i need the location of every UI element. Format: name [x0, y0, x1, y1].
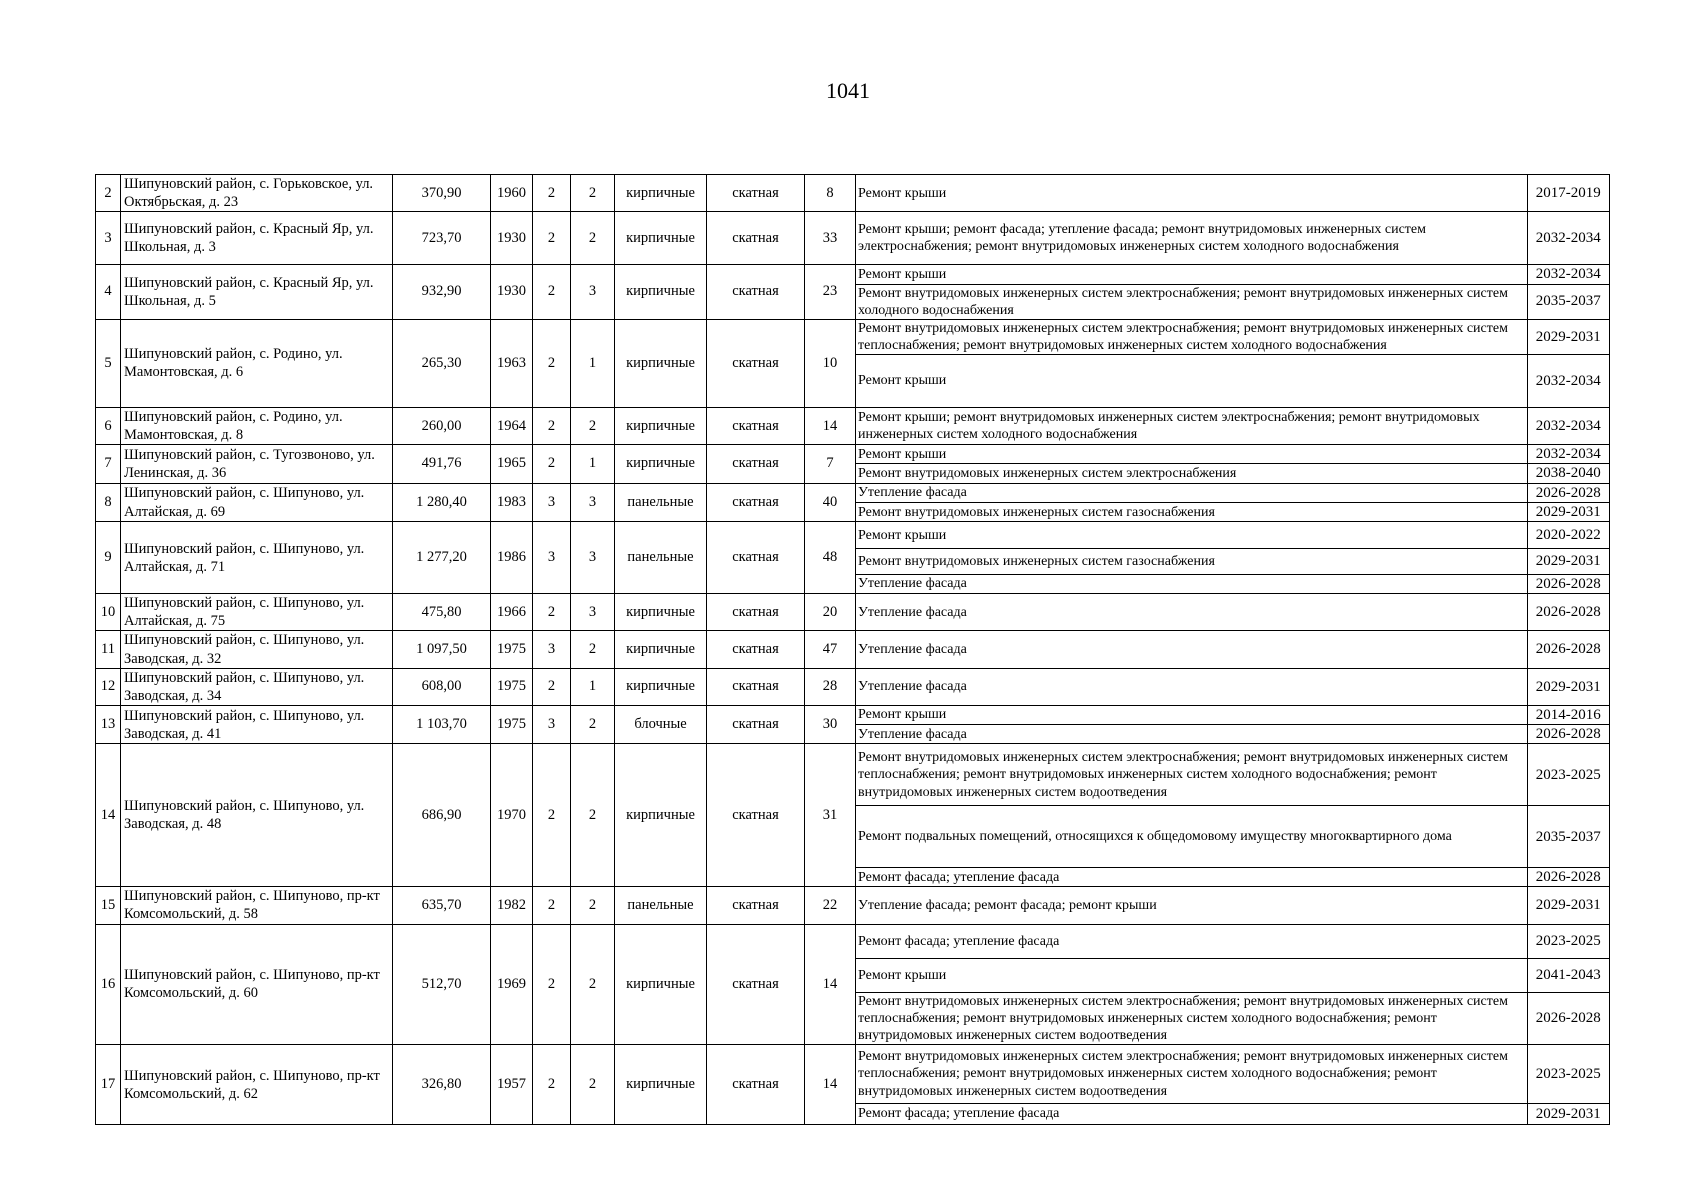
work-description: Ремонт крыши [858, 185, 947, 201]
walls-material-cell: кирпичные [615, 594, 707, 631]
work-item [856, 887, 1609, 923]
works-subtable [856, 212, 1609, 264]
work-period: 2035-2037 [1527, 806, 1609, 868]
wear-percent-cell: 40 [805, 483, 856, 522]
address-cell: Шипуновский район, с. Красный Яр, ул. Школьная, д. 3 [121, 212, 393, 265]
work-item [856, 959, 1609, 993]
wear-percent-cell: 20 [805, 594, 856, 631]
work-description: Ремонт внутридомовых инженерных систем электроснабжения; ремонт внутридомовых инженерных систем теплоснабжения; ремонт внутридомовых инженерных систем холодного водоснабжения; ремонт внутридомовых инженерных систем водоотведения [858, 1049, 1508, 1099]
table-row [96, 407, 1610, 444]
work-item [856, 806, 1609, 868]
roof-type-cell: скатная [707, 407, 805, 444]
address-cell: Шипуновский район, с. Шипуново, ул. Алтайская, д. 75 [121, 594, 393, 631]
entrances-cell: 1 [571, 319, 615, 407]
area-cell: 260,00 [393, 407, 491, 444]
table-row [96, 594, 1610, 631]
work-item [856, 484, 1609, 503]
work-period: 2026-2028 [1527, 631, 1609, 667]
table-row [96, 319, 1610, 407]
year-cell: 1969 [491, 924, 533, 1045]
year-cell: 1930 [491, 265, 533, 319]
walls-material-cell: панельные [615, 887, 707, 924]
wear-percent-cell: 7 [805, 445, 856, 484]
wear-percent-cell: 23 [805, 265, 856, 319]
work-item [856, 548, 1609, 574]
wear-percent-cell: 31 [805, 744, 856, 887]
works-subtable [856, 522, 1609, 593]
area-cell: 326,80 [393, 1045, 491, 1125]
work-description: Ремонт внутридомовых инженерных систем электроснабжения; ремонт внутридомовых инженерных систем теплоснабжения; ремонт внутридомовых инженерных систем холодного водоснабжения; ремонт внутридомовых инженерных систем водоотведения [858, 750, 1508, 800]
entrances-cell: 3 [571, 594, 615, 631]
row-number: 9 [96, 522, 121, 594]
work-period: 2020-2022 [1527, 522, 1609, 548]
area-cell: 1 103,70 [393, 705, 491, 744]
floors-cell: 2 [533, 265, 571, 319]
work-description: Утепление фасада [858, 641, 967, 657]
floors-cell: 2 [533, 744, 571, 887]
work-item [856, 574, 1609, 593]
walls-material-cell: панельные [615, 483, 707, 522]
work-item [856, 867, 1609, 886]
walls-material-cell: кирпичные [615, 668, 707, 705]
work-description: Утепление фасада [858, 679, 967, 695]
walls-material-cell: кирпичные [615, 265, 707, 319]
work-description: Ремонт крыши [858, 446, 947, 462]
walls-material-cell: кирпичные [615, 445, 707, 484]
works-cell [856, 1045, 1610, 1125]
page-number: 1041 [826, 78, 870, 103]
area-cell: 1 097,50 [393, 631, 491, 668]
entrances-cell: 3 [571, 265, 615, 319]
works-cell [856, 631, 1610, 668]
works-cell [856, 887, 1610, 924]
year-cell: 1960 [491, 175, 533, 212]
year-cell: 1966 [491, 594, 533, 631]
row-number: 7 [96, 445, 121, 484]
row-number: 3 [96, 212, 121, 265]
work-period: 2032-2034 [1527, 445, 1609, 464]
year-cell: 1965 [491, 445, 533, 484]
address-cell: Шипуновский район, с. Тугозвоново, ул. Ленинская, д. 36 [121, 445, 393, 484]
work-description: Ремонт фасада; утепление фасада [856, 867, 1527, 886]
entrances-cell: 3 [571, 483, 615, 522]
roof-type-cell: скатная [707, 483, 805, 522]
roof-type-cell: скатная [707, 175, 805, 212]
table-row [96, 744, 1610, 887]
works-cell [856, 744, 1610, 887]
work-description: Ремонт крыши [858, 527, 947, 543]
walls-material-cell: блочные [615, 705, 707, 744]
work-description: Ремонт внутридомовых инженерных систем электроснабжения; ремонт внутридомовых инженерных систем холодного водоснабжения [856, 284, 1527, 319]
work-description: Ремонт крыши; ремонт внутридомовых инженерных систем электроснабжения; ремонт внутридомовых инженерных систем холодного водоснабжения [858, 409, 1480, 443]
entrances-cell: 2 [571, 924, 615, 1045]
area-cell: 723,70 [393, 212, 491, 265]
address-cell: Шипуновский район, с. Шипуново, ул. Заводская, д. 41 [121, 705, 393, 744]
address-cell: Шипуновский район, с. Шипуново, пр-кт Комсомольский, д. 60 [121, 924, 393, 1045]
floors-cell: 2 [533, 887, 571, 924]
work-period: 2026-2028 [1527, 725, 1609, 744]
work-description: Утепление фасада [856, 725, 1527, 744]
area-cell: 932,90 [393, 265, 491, 319]
work-period: 2032-2034 [1527, 212, 1609, 264]
roof-type-cell: скатная [707, 1045, 805, 1125]
row-number: 2 [96, 175, 121, 212]
wear-percent-cell: 14 [805, 924, 856, 1045]
area-cell: 370,90 [393, 175, 491, 212]
address-cell: Шипуновский район, с. Горьковское, ул. Октябрьская, д. 23 [121, 175, 393, 212]
wear-percent-cell: 22 [805, 887, 856, 924]
works-subtable [856, 445, 1609, 483]
floors-cell: 2 [533, 594, 571, 631]
works-subtable [856, 484, 1609, 522]
area-cell: 686,90 [393, 744, 491, 887]
walls-material-cell: кирпичные [615, 319, 707, 407]
work-description: Ремонт внутридомовых инженерных систем газоснабжения [856, 548, 1527, 574]
works-cell [856, 407, 1610, 444]
table-row [96, 705, 1610, 744]
wear-percent-cell: 28 [805, 668, 856, 705]
row-number: 10 [96, 594, 121, 631]
work-period: 2035-2037 [1527, 284, 1609, 319]
works-subtable [856, 631, 1609, 667]
walls-material-cell: кирпичные [615, 1045, 707, 1125]
works-cell [856, 212, 1610, 265]
address-cell: Шипуновский район, с. Шипуново, ул. Алтайская, д. 69 [121, 483, 393, 522]
work-period: 2032-2034 [1527, 265, 1609, 284]
address-cell: Шипуновский район, с. Шипуново, ул. Заводская, д. 34 [121, 668, 393, 705]
area-cell: 265,30 [393, 319, 491, 407]
work-description: Ремонт крыши [858, 707, 947, 723]
wear-percent-cell: 47 [805, 631, 856, 668]
area-cell: 491,76 [393, 445, 491, 484]
entrances-cell: 2 [571, 407, 615, 444]
area-cell: 475,80 [393, 594, 491, 631]
entrances-cell: 2 [571, 705, 615, 744]
address-cell: Шипуновский район, с. Шипуново, пр-кт Комсомольский, д. 62 [121, 1045, 393, 1125]
row-number: 14 [96, 744, 121, 887]
works-subtable [856, 744, 1609, 886]
area-cell: 512,70 [393, 924, 491, 1045]
table-row [96, 668, 1610, 705]
table-row [96, 265, 1610, 319]
work-period: 2029-2031 [1527, 887, 1609, 923]
roof-type-cell: скатная [707, 744, 805, 887]
work-period: 2029-2031 [1527, 320, 1609, 355]
work-item [856, 993, 1609, 1045]
works-cell [856, 594, 1610, 631]
row-number: 4 [96, 265, 121, 319]
row-number: 17 [96, 1045, 121, 1125]
roof-type-cell: скатная [707, 594, 805, 631]
work-description: Ремонт внутридомовых инженерных систем газоснабжения [856, 503, 1527, 522]
roof-type-cell: скатная [707, 887, 805, 924]
works-subtable [856, 887, 1609, 923]
work-description: Ремонт крыши [856, 959, 1527, 993]
address-cell: Шипуновский район, с. Родино, ул. Мамонтовская, д. 8 [121, 407, 393, 444]
work-item [856, 744, 1609, 806]
table-row [96, 1045, 1610, 1125]
year-cell: 1975 [491, 705, 533, 744]
work-period: 2029-2031 [1527, 1103, 1609, 1124]
entrances-cell: 2 [571, 212, 615, 265]
roof-type-cell: скатная [707, 924, 805, 1045]
walls-material-cell: кирпичные [615, 212, 707, 265]
walls-material-cell: кирпичные [615, 631, 707, 668]
year-cell: 1983 [491, 483, 533, 522]
work-description: Утепление фасада; ремонт фасада; ремонт крыши [858, 897, 1157, 913]
row-number: 6 [96, 407, 121, 444]
roof-type-cell: скатная [707, 522, 805, 594]
works-subtable [856, 1045, 1609, 1124]
area-cell: 608,00 [393, 668, 491, 705]
table-row [96, 631, 1610, 668]
entrances-cell: 2 [571, 887, 615, 924]
wear-percent-cell: 14 [805, 1045, 856, 1125]
floors-cell: 2 [533, 1045, 571, 1125]
works-subtable [856, 175, 1609, 211]
floors-cell: 3 [533, 522, 571, 594]
floors-cell: 2 [533, 445, 571, 484]
work-description: Ремонт крыши [858, 266, 947, 282]
row-number: 5 [96, 319, 121, 407]
table-row [96, 175, 1610, 212]
works-subtable [856, 408, 1609, 444]
year-cell: 1963 [491, 319, 533, 407]
work-description: Ремонт внутридомовых инженерных систем электроснабжения; ремонт внутридомовых инженерных систем теплоснабжения; ремонт внутридомовых инженерных систем холодного водоснабжения [858, 320, 1508, 353]
walls-material-cell: кирпичные [615, 924, 707, 1045]
work-description: Утепление фасада [858, 604, 967, 620]
address-cell: Шипуновский район, с. Шипуново, ул. Заводская, д. 32 [121, 631, 393, 668]
floors-cell: 2 [533, 407, 571, 444]
works-cell [856, 319, 1610, 407]
buildings-table [95, 174, 1610, 1125]
work-item [856, 1045, 1609, 1103]
entrances-cell: 1 [571, 445, 615, 484]
roof-type-cell: скатная [707, 631, 805, 668]
work-item [856, 320, 1609, 355]
work-period: 2029-2031 [1527, 669, 1609, 705]
work-period: 2014-2016 [1527, 706, 1609, 725]
work-item [856, 1103, 1609, 1124]
roof-type-cell: скатная [707, 212, 805, 265]
work-period: 2026-2028 [1527, 574, 1609, 593]
buildings-table-wrapper [95, 174, 1610, 1122]
work-period: 2023-2025 [1527, 925, 1609, 959]
work-description: Ремонт подвальных помещений, относящихся к общедомовому имуществу многоквартирного дома [856, 806, 1527, 868]
area-cell: 635,70 [393, 887, 491, 924]
row-number: 8 [96, 483, 121, 522]
work-period: 2026-2028 [1527, 993, 1609, 1045]
work-period: 2017-2019 [1527, 175, 1609, 211]
work-item [856, 631, 1609, 667]
work-item [856, 725, 1609, 744]
walls-material-cell: кирпичные [615, 175, 707, 212]
work-item [856, 354, 1609, 407]
work-item [856, 408, 1609, 444]
floors-cell: 2 [533, 924, 571, 1045]
work-period: 2023-2025 [1527, 1045, 1609, 1103]
roof-type-cell: скатная [707, 668, 805, 705]
works-cell [856, 265, 1610, 319]
work-period: 2026-2028 [1527, 867, 1609, 886]
works-cell [856, 705, 1610, 744]
work-item [856, 284, 1609, 319]
year-cell: 1975 [491, 631, 533, 668]
address-cell: Шипуновский район, с. Шипуново, пр-кт Комсомольский, д. 58 [121, 887, 393, 924]
work-item [856, 706, 1609, 725]
wear-percent-cell: 10 [805, 319, 856, 407]
work-description: Ремонт фасада; утепление фасада [858, 933, 1060, 949]
work-description: Утепление фасада [856, 574, 1527, 593]
floors-cell: 2 [533, 175, 571, 212]
works-subtable [856, 265, 1609, 318]
table-row [96, 522, 1610, 594]
roof-type-cell: скатная [707, 705, 805, 744]
walls-material-cell: кирпичные [615, 744, 707, 887]
work-item [856, 925, 1609, 959]
work-item [856, 464, 1609, 483]
wear-percent-cell: 48 [805, 522, 856, 594]
works-cell [856, 924, 1610, 1045]
row-number: 13 [96, 705, 121, 744]
work-period: 2026-2028 [1527, 594, 1609, 630]
table-body [96, 175, 1610, 1125]
work-description: Ремонт внутридомовых инженерных систем электроснабжения [856, 464, 1527, 483]
works-cell [856, 522, 1610, 594]
year-cell: 1970 [491, 744, 533, 887]
table-row [96, 924, 1610, 1045]
work-period: 2032-2034 [1527, 408, 1609, 444]
row-number: 11 [96, 631, 121, 668]
floors-cell: 3 [533, 483, 571, 522]
year-cell: 1957 [491, 1045, 533, 1125]
works-cell [856, 668, 1610, 705]
works-subtable [856, 320, 1609, 407]
entrances-cell: 1 [571, 668, 615, 705]
address-cell: Шипуновский район, с. Родино, ул. Мамонтовская, д. 6 [121, 319, 393, 407]
year-cell: 1982 [491, 887, 533, 924]
floors-cell: 2 [533, 319, 571, 407]
work-item [856, 594, 1609, 630]
work-item [856, 265, 1609, 284]
work-period: 2026-2028 [1527, 484, 1609, 503]
wear-percent-cell: 30 [805, 705, 856, 744]
roof-type-cell: скатная [707, 265, 805, 319]
address-cell: Шипуновский район, с. Шипуново, ул. Алтайская, д. 71 [121, 522, 393, 594]
works-cell [856, 483, 1610, 522]
year-cell: 1930 [491, 212, 533, 265]
roof-type-cell: скатная [707, 445, 805, 484]
work-description: Ремонт крыши [856, 354, 1527, 407]
work-item [856, 669, 1609, 705]
area-cell: 1 277,20 [393, 522, 491, 594]
work-item [856, 445, 1609, 464]
work-item [856, 212, 1609, 264]
roof-type-cell: скатная [707, 319, 805, 407]
row-number: 12 [96, 668, 121, 705]
walls-material-cell: панельные [615, 522, 707, 594]
works-cell [856, 445, 1610, 484]
entrances-cell: 2 [571, 175, 615, 212]
entrances-cell: 2 [571, 631, 615, 668]
works-subtable [856, 706, 1609, 744]
work-period: 2038-2040 [1527, 464, 1609, 483]
entrances-cell: 2 [571, 744, 615, 887]
wear-percent-cell: 33 [805, 212, 856, 265]
work-description: Ремонт фасада; утепление фасада [856, 1103, 1527, 1124]
entrances-cell: 2 [571, 1045, 615, 1125]
floors-cell: 2 [533, 212, 571, 265]
row-number: 16 [96, 924, 121, 1045]
floors-cell: 3 [533, 631, 571, 668]
floors-cell: 2 [533, 668, 571, 705]
works-subtable [856, 669, 1609, 705]
entrances-cell: 3 [571, 522, 615, 594]
table-row [96, 483, 1610, 522]
table-row [96, 445, 1610, 484]
year-cell: 1975 [491, 668, 533, 705]
address-cell: Шипуновский район, с. Шипуново, ул. Заводская, д. 48 [121, 744, 393, 887]
walls-material-cell: кирпичные [615, 407, 707, 444]
work-item [856, 522, 1609, 548]
wear-percent-cell: 14 [805, 407, 856, 444]
works-cell [856, 175, 1610, 212]
works-subtable [856, 594, 1609, 630]
work-period: 2041-2043 [1527, 959, 1609, 993]
work-period: 2029-2031 [1527, 548, 1609, 574]
work-description: Ремонт крыши; ремонт фасада; утепление фасада; ремонт внутридомовых инженерных систем электроснабжения; ремонт внутридомовых инженерных систем холодного водоснабжения [858, 222, 1426, 255]
floors-cell: 3 [533, 705, 571, 744]
work-description: Утепление фасада [858, 485, 967, 501]
work-item [856, 175, 1609, 211]
table-row [96, 887, 1610, 924]
work-description: Ремонт внутридомовых инженерных систем электроснабжения; ремонт внутридомовых инженерных систем теплоснабжения; ремонт внутридомовых инженерных систем холодного водоснабжения; ремонт внутридомовых инженерных систем водоотведения [856, 993, 1527, 1045]
work-period: 2029-2031 [1527, 503, 1609, 522]
year-cell: 1986 [491, 522, 533, 594]
row-number: 15 [96, 887, 121, 924]
work-period: 2032-2034 [1527, 354, 1609, 407]
table-row [96, 212, 1610, 265]
address-cell: Шипуновский район, с. Красный Яр, ул. Школьная, д. 5 [121, 265, 393, 319]
area-cell: 1 280,40 [393, 483, 491, 522]
works-subtable [856, 925, 1609, 1045]
year-cell: 1964 [491, 407, 533, 444]
work-period: 2023-2025 [1527, 744, 1609, 806]
wear-percent-cell: 8 [805, 175, 856, 212]
work-item [856, 503, 1609, 522]
